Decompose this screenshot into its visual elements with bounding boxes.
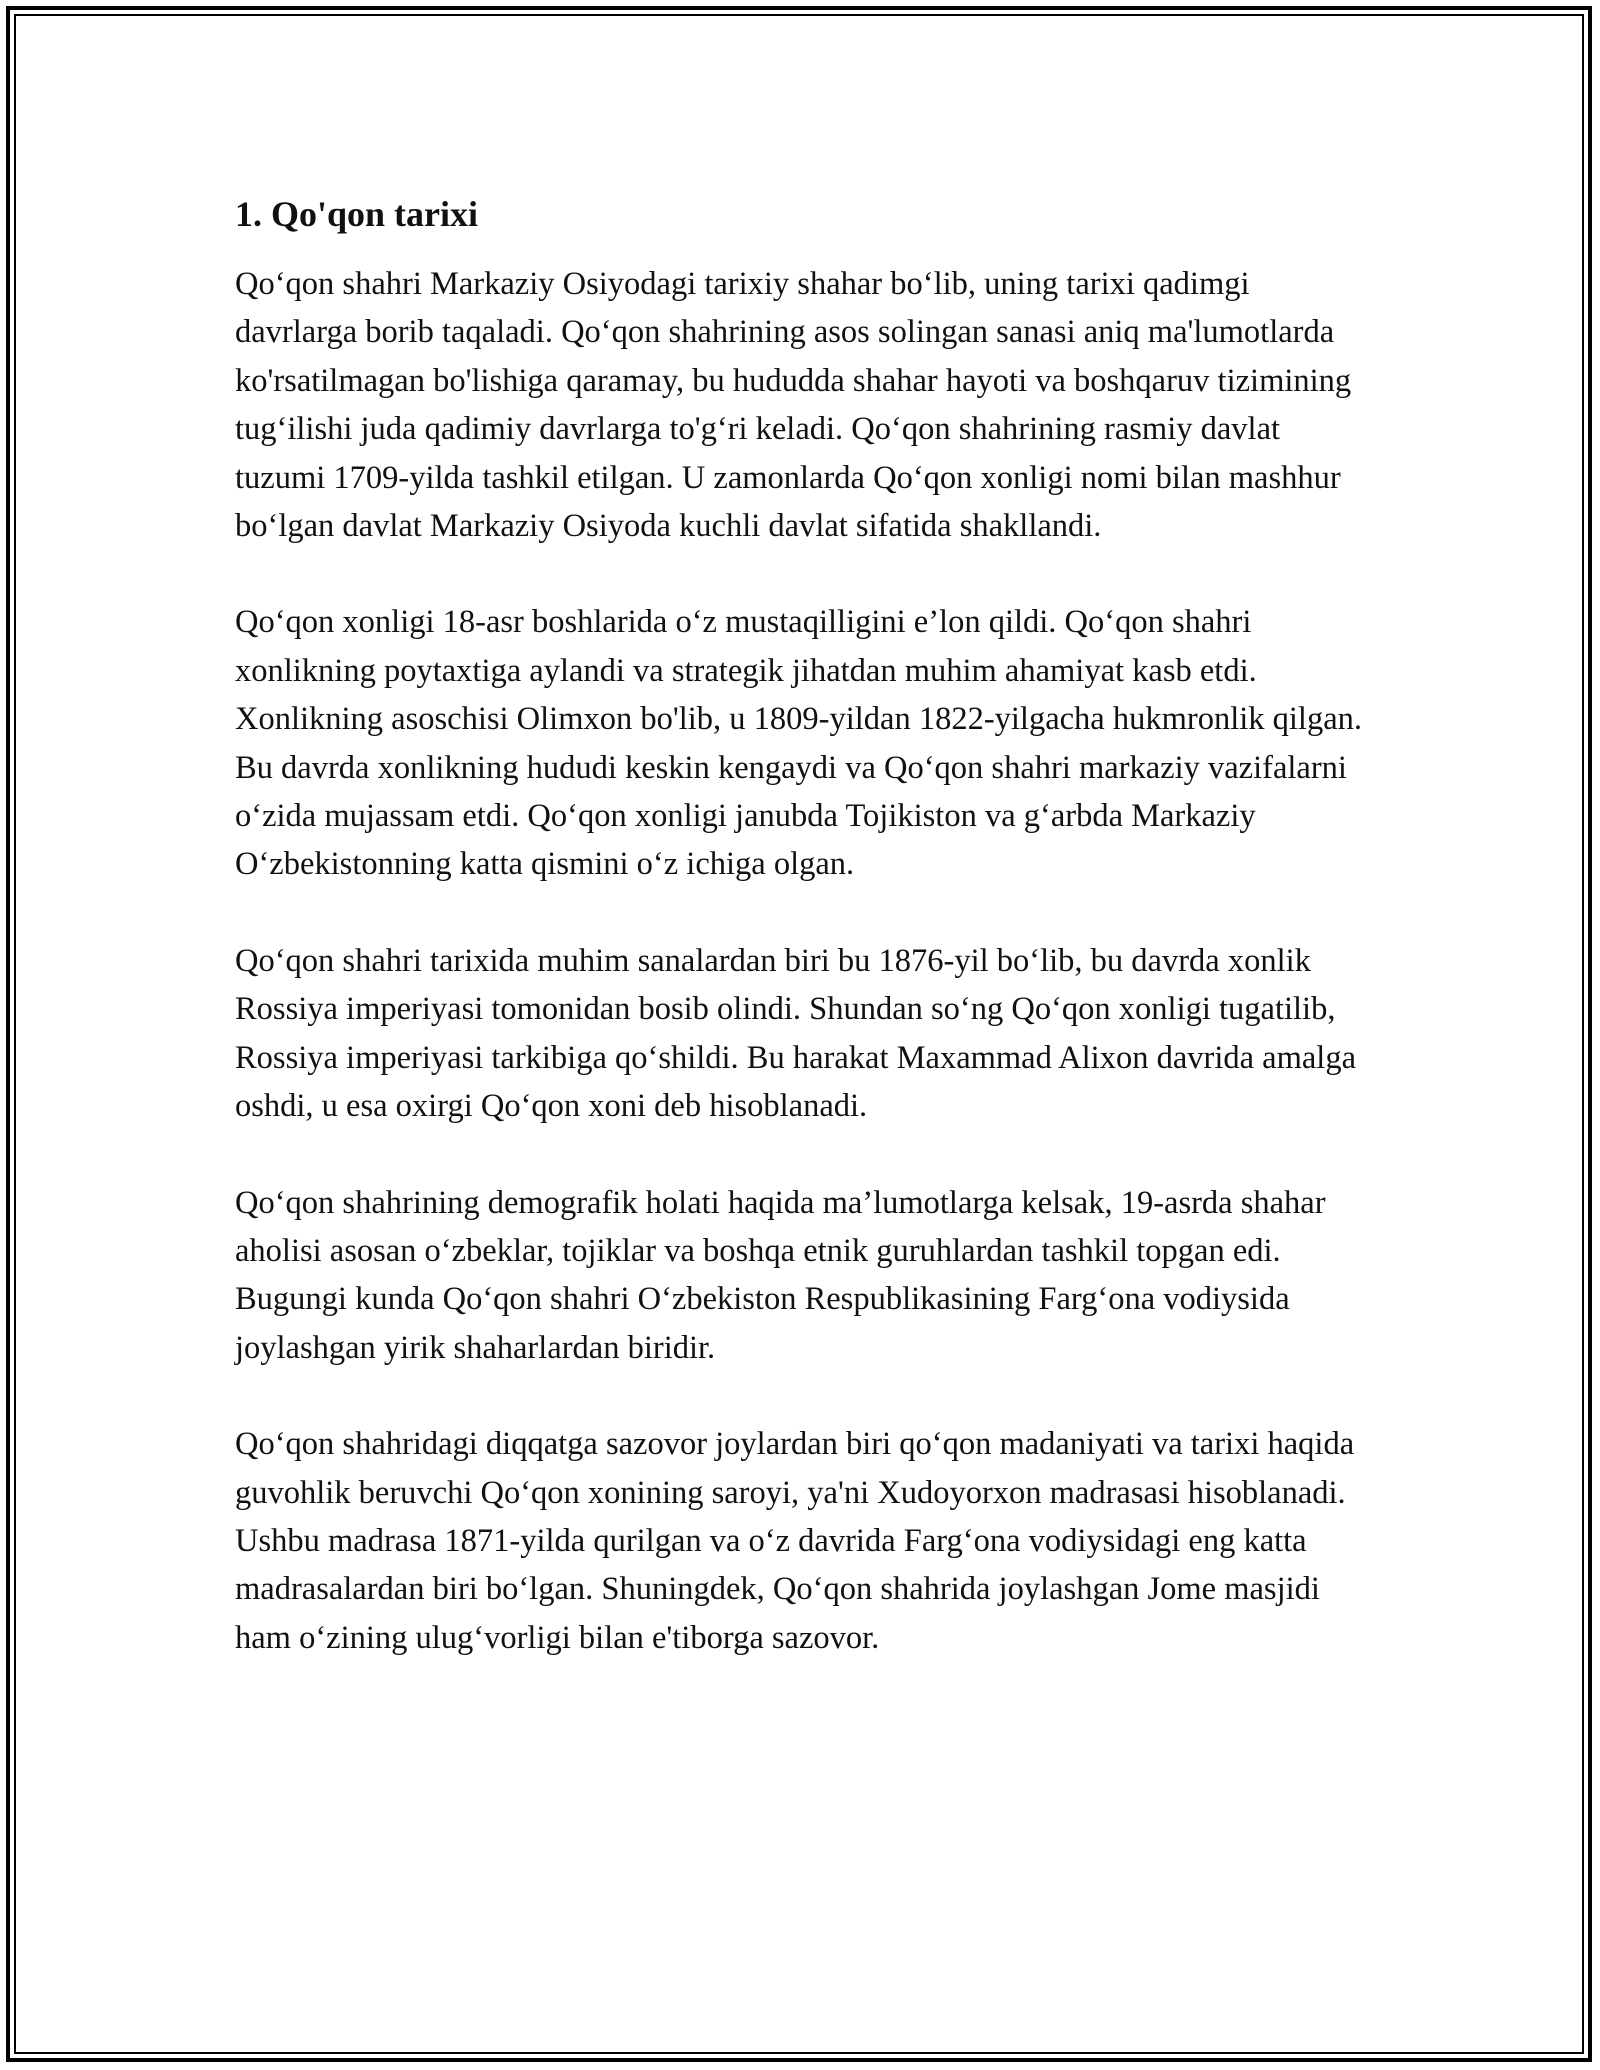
paragraph-3: Qo‘qon shahri tarixida muhim sanalardan biri bu 1876-yil bo‘lib, bu davrda xonlik Rossiya imperiyasi tomonidan bosib olindi. Shundan so‘ng Qo‘qon xonligi tugatilib, Rossiya imperiyasi tarkibiga qo‘shildi. Bu harakat Maxammad Alixon davrida amalga oshdi, u esa oxirgi Qo‘qon xoni deb hisoblanadi.	[235, 942, 1356, 1125]
paragraph-5: Qo‘qon shahridagi diqqatga sazovor joylardan biri qo‘qon madaniyati va tarixi haqida guvohlik beruvchi Qo‘qon xonining saroyi, ya'ni Xudoyorxon madrasasi hisoblanadi. Ushbu madrasa 1871-yilda qurilgan va o‘z davrida Farg‘ona vodiysidagi eng katta madrasalardan biri bo‘lgan. Shuningdek, Qo‘qon shahrida joylashgan Jome masjidi ham o‘zining ulug‘vorligi bilan e'tiborga sazovor.	[235, 1426, 1355, 1656]
paragraph-1: Qo‘qon shahri Markaziy Osiyodagi tarixiy shahar bo‘lib, uning tarixi qadimgi davrlarga borib taqaladi. Qo‘qon shahrining asos solingan sanasi aniq ma'lumotlarda ko'rsatilmagan bo'lishiga qaramay, bu hududda shahar hayoti va boshqaruv tizimining tug‘ilishi juda qadimiy davrlarga to'g‘ri keladi. Qo‘qon shahrining rasmiy davlat tuzumi 1709-yilda tashkil etilgan. U zamonlarda Qo‘qon xonligi nomi bilan mashhur bo‘lgan davlat Markaziy Osiyoda kuchli davlat sifatida shakllandi.	[235, 266, 1352, 545]
paragraph-2: Qo‘qon xonligi 18-asr boshlarida o‘z mustaqilligini e’lon qildi. Qo‘qon shahri xonlikning poytaxtiga aylandi va strategik jihatdan muhim ahamiyat kasb etdi. Xonlikning asoschisi Olimxon bo'lib, u 1809-yildan 1822-yilgacha hukmronlik qilgan. Bu davrda xonlikning hududi keskin kengaydi va Qo‘qon shahri markaziy vazifalarni o‘zida mujassam etdi. Qo‘qon xonligi janubda Tojikiston va g‘arbda Markaziy O‘zbekistonning katta qismini o‘z ichiga olgan.	[235, 604, 1362, 883]
section-heading: 1. Qo'qon tarixi	[235, 194, 479, 234]
document-body	[235, 188, 1375, 1710]
paragraph-4: Qo‘qon shahrining demografik holati haqida ma’lumotlarga kelsak, 19-asrda shahar aholisi asosan o‘zbeklar, tojiklar va boshqa etnik guruhlardan tashkil topgan edi. Bugungi kunda Qo‘qon shahri O‘zbekiston Respublikasining Farg‘ona vodiysida joylashgan yirik shaharlardan biridir.	[235, 1184, 1326, 1366]
